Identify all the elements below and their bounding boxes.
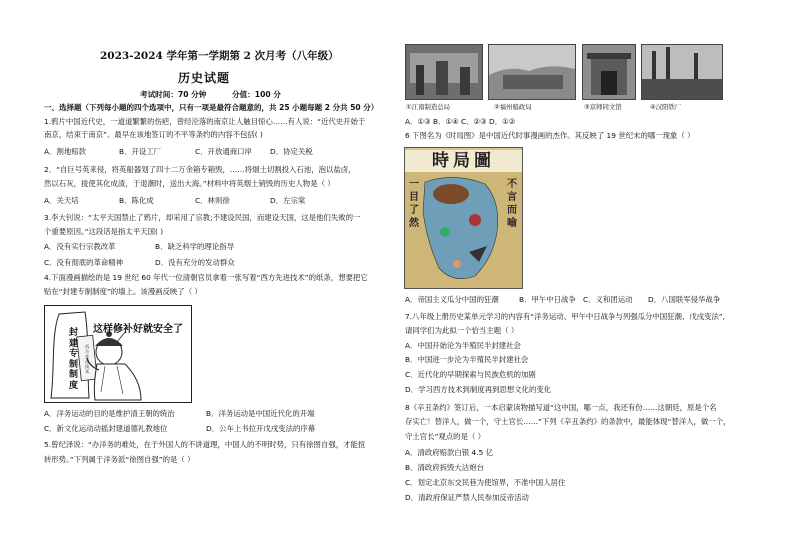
q8-option-a[interactable]: A．清政府赔款白银 4.5 亿 (405, 448, 494, 457)
q3-line-2: 个重要原因。”这段话是指太平天国( ) (44, 227, 164, 236)
q4-option-c[interactable]: C．新文化运动动摇封建道德礼教地位 (44, 424, 168, 433)
q1-line-2: 南京，结束于南京”。最早在该地签订的不平等条约的内容不包括( ) (44, 130, 263, 139)
q8-option-d[interactable]: D．清政府保证严禁人民参加反帝活动 (405, 493, 529, 502)
q1-option-c[interactable]: C．开放通商口岸 (195, 147, 252, 156)
q8-option-b[interactable]: B．清政府拆毁大沽炮台 (405, 463, 484, 472)
poster-map-drawing (405, 172, 522, 288)
caption-3: ③京师同文馆 (584, 103, 622, 111)
exam-time: 考试时间：70 分钟 (140, 90, 207, 99)
q1-option-d[interactable]: D．协定关税 (270, 147, 313, 156)
q5-option-d[interactable]: D．①② (489, 117, 516, 126)
q4-line-1: 4.下面漫画描绘的是 19 世纪 60 年代一位清朝官员拿着一张写着“西方先进技术”的纸条，想要把它 (44, 273, 368, 282)
q7-option-c[interactable]: C．近代化的早期探索与民族危机的加剧 (405, 370, 536, 379)
q6-option-a[interactable]: A．帝国主义瓜分中国的狂潮 (405, 295, 499, 304)
caption-4: ④汉阳铁厂 (650, 103, 682, 111)
q4-line-2: 贴在“封建专制制度”的墙上。该漫画反映了（ ） (44, 287, 202, 296)
photo-hanyang-ironworks-drawing (642, 45, 722, 99)
q5-option-a[interactable]: A．①③ (405, 117, 431, 126)
q3-option-b[interactable]: B．缺乏科学的理论指导 (155, 242, 234, 251)
q8-line-1: 8《辛丑条约》签订后，一本启蒙读物描写道“这中国，哪一点，我还有份……这朝廷，原是个名 (405, 403, 717, 412)
q6-shiju-map (404, 147, 523, 289)
q1-line-1: 1.鸦片中国近代史，一道道繁繁的伤疤，曾经沦落的南京让人触目惊心……有人说：“近代史开始于 (44, 117, 366, 126)
caption-1: ①江南制造总局 (406, 103, 451, 111)
q2-option-d[interactable]: D．左宗棠 (270, 196, 306, 205)
q4-option-d[interactable]: D．公车上书拉开戊戌变法的序幕 (206, 424, 316, 433)
q5-line-1: 5.曾纪泽说：“办洋务的难处，在于外国人的不讲道理，中国人的不明时势，只有徐图自强，才能扭 (44, 440, 366, 449)
photo-tongwen-college-drawing (583, 45, 635, 99)
photo-jiangnan-arsenal (405, 44, 483, 100)
section-heading: 一、选择题（下列每小题的四个选项中，只有一项是最符合题意的，共 25 小题每题 2 分共 50 分） (44, 103, 379, 112)
q5-option-c[interactable]: C．②③ (461, 117, 487, 126)
q7-line-2: 请同学们为此拟一个恰当主题（ ） (405, 326, 519, 335)
poster-title: 時局圖 (405, 150, 522, 172)
exam-score: 分值：100 分 (232, 90, 281, 99)
q1-option-b[interactable]: B．开设工厂 (119, 147, 162, 156)
q5-line-2: 转形势。”下列属于洋务派“徐图自强”的是（ ） (44, 455, 195, 464)
poster-left-text: 一目了然 (409, 179, 419, 229)
q1-option-a[interactable]: A．割地赔款 (44, 147, 87, 156)
q7-option-b[interactable]: B．中国进一步沦为半殖民半封建社会 (405, 355, 529, 364)
q8-option-c[interactable]: C．划定北京东交民巷为使馆界，不准中国人居住 (405, 478, 566, 487)
cartoon-wall-label: 封建专制制度 (69, 328, 79, 391)
photo-fuzhou-shipyard (488, 44, 576, 100)
q4-cartoon (44, 305, 192, 403)
q7-line-1: 7.八年级上册历史某单元学习的内容有“洋务运动、甲午中日战争与列强瓜分中国狂潮、戊戌变法”, (405, 312, 726, 321)
q3-option-d[interactable]: D．没有充分的发动群众 (155, 258, 235, 267)
q8-line-3: 守土官长”观点的是（ ） (405, 432, 486, 441)
q2-line-2: 然以石灰，拢使其化成渣，于退潮时，送出大海。”材料中将英烟土销毁的历史人物是（ ） (44, 179, 335, 188)
caption-2: ②福州船政局 (494, 103, 532, 111)
cartoon-paper-label: 西方先进技术 (85, 344, 90, 374)
q6-option-d[interactable]: D．八国联军侵华战争 (648, 295, 721, 304)
photo-jiangnan-arsenal-drawing (406, 45, 482, 99)
q4-option-b[interactable]: B．洋务运动是中国近代化的开端 (206, 409, 315, 418)
photo-tongwen-college (582, 44, 636, 100)
q8-line-2: 存实亡！替洋人，做一个，守土官长……”下列《辛丑条约》的条款中，最能体现“替洋人，做一个， (405, 417, 731, 426)
q2-option-b[interactable]: B．陈化成 (119, 196, 154, 205)
exam-title: 2023-2024 学年第一学期第 2 次月考（八年级） (100, 50, 339, 62)
q4-option-a[interactable]: A．洋务运动的目的是维护清王朝的统治 (44, 409, 175, 418)
photo-hanyang-ironworks (641, 44, 723, 100)
q3-line-1: 3.李大钊说：“太平天国禁止了鸦片，却采用了宗教;不建设民国，而建设天国，这是他们失败的一 (44, 213, 361, 222)
q7-option-d[interactable]: D．学习西方技术到制度再到思想文化的变化 (405, 385, 552, 394)
q6-option-c[interactable]: C．义和团运动 (583, 295, 633, 304)
q6-option-b[interactable]: B．甲午中日战争 (519, 295, 576, 304)
q2-option-a[interactable]: A．关天培 (44, 196, 79, 205)
q2-line-1: 2．“自巨号英来侵，将英船器划了四十二万余箱专箱毁，……将烟土切割投入石池，泡以盐卤， (44, 165, 356, 174)
poster-right-text: 不言而喻 (507, 179, 517, 229)
photo-fuzhou-shipyard-drawing (489, 45, 575, 99)
cartoon-speech: 这样修补好就安全了 (93, 324, 183, 335)
q3-option-c[interactable]: C．没有彻底的革命精神 (44, 258, 124, 267)
q5-option-b[interactable]: B．①④ (433, 117, 459, 126)
q7-option-a[interactable]: A．中国开始沦为半殖民半封建社会 (405, 341, 521, 350)
q2-option-c[interactable]: C．林则徐 (195, 196, 230, 205)
q3-option-a[interactable]: A．没有实行宗教改革 (44, 242, 116, 251)
subject-title: 历史试题 (178, 71, 231, 85)
q6-line-1: 6 下图名为《时局图》是中国近代时事漫画的杰作。其反映了 19 世纪末的哪一现象（ ） (405, 131, 695, 140)
